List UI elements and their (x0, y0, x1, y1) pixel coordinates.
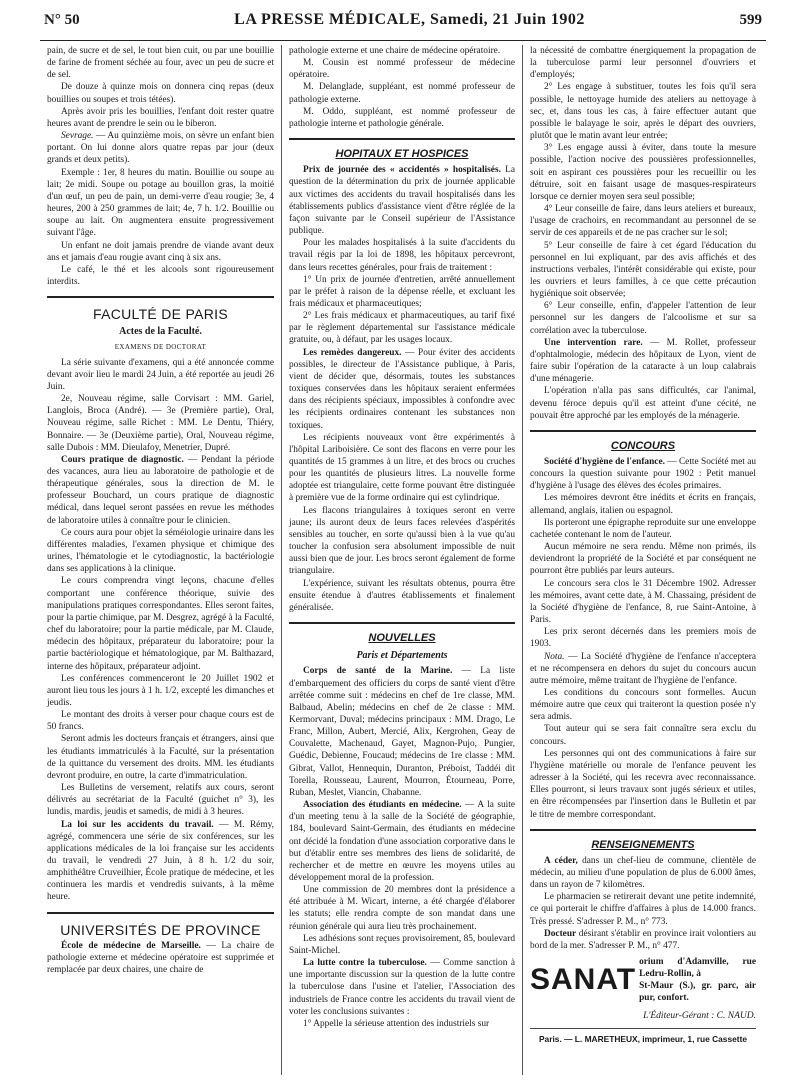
paragraph-lead: Sevrage. (61, 131, 94, 142)
paragraph: 1° Un prix de journée d'entretien, arrêté annuellement par le préfet à raison de la dépense réelle, et excluant les frais médicaux et pharmaceutiques; (289, 274, 515, 309)
section-divider (47, 912, 274, 914)
section-divider (289, 138, 515, 140)
paragraph: La série suivante d'examens, qui a été annoncée comme devant avoir lieu le mardi 24 Juin, a été reportée au jeudi 26 Juin. (47, 357, 274, 392)
paragraph-text: — Comme sanction à une importante discussion sur la question de la lutte contre la tuberculose dans l'usine et l'atelier, l'Association des industriels de France contre les accidents du travail vient de voter les conclusions suivantes : (289, 958, 516, 1017)
sanat-text (639, 956, 756, 1004)
paragraph: Les flacons triangulaires à toxiques seront en verre jaune; ils auront deux de leurs faces relevées d'aspérités sensibles au toucher, en sorte qu'aussi bien à la vue qu'au toucher la confusion sera absolument impossible de nuit aussi bien que de jour. Les brocs seront également de forme triangulaire. (289, 505, 515, 577)
section-title-hopitaux: HOPITAUX ET HOSPICES (335, 148, 469, 161)
paragraph: Les personnes qui ont des communications à faire sur l'hygiène matérielle ou morale de l'enfance peuvent les adresser à la Société, qui les recevra avec reconnaissance. Elles pourront, si leurs travaux sont jugés sérieux et utiles, en être récompensées par l'insertion dans le Bulletin et par le titre de membre correspondant. (530, 748, 756, 820)
paragraph: Les mémoires devront être inédits et écrits en français, allemand, anglais, italien ou espagnol. (530, 493, 756, 516)
paragraph (289, 347, 515, 432)
paragraph: Les prix seront décernés dans les premiers mois de 1903. (530, 627, 756, 650)
paragraph (47, 130, 274, 166)
paragraph: Le montant des droits à verser pour chaque cours est de 50 francs. (47, 710, 274, 733)
paragraph: Tout auteur qui se sera fait connaître sera exclu du concours. (530, 724, 756, 747)
paragraph-lead: Nota. (544, 651, 565, 662)
section-title-nouvelles: NOUVELLES (368, 632, 436, 645)
subheading-examens: EXAMENS DE DOCTORAT (114, 343, 207, 352)
paragraph: Seront admis les docteurs français et étrangers, ainsi que les étudiants immatriculés à la Faculté, sur la présentation de la quittance du versement des droits. MM. les étudiants devront produire, en outre, la carte d'immatriculation. (47, 734, 274, 781)
paragraph: Les récipients nouveaux vont être expérimentés à l'hôpital Lariboisière. Ce sont des flacons en verre pour les quantités de 15 grammes à un litre, et des brocs ou cruches pour les quantités de plusieurs litres. La nouvelle forme adoptée est triangulaire, cette forme pouvant être distinguée à première vue de la forme ordinaire qui est cylindrique. (289, 432, 515, 504)
paragraph: 6° Leur conseille, enfin, d'appeler l'attention de leur personnel sur les dangers de l'alcoolisme et sur sa corrélation avec la tuberculose. (530, 301, 756, 336)
paragraph: 5° Leur conseille de faire à cet égard l'éducation du personnel en lui expliquant, par des avis affichés et des instructions verbales, l'intérêt considérable qui existe, pour les ouvriers et leurs familles, à ce que cette précaution hygiénique soit observée; (530, 240, 756, 300)
paragraph-lead: Docteur (544, 928, 577, 939)
paragraph (289, 799, 515, 884)
paragraph-text: — Cette Société met au concours la question suivante pour 1902 : Petit manuel d'hygiène à l'usage des élèves des écoles primaires. (530, 457, 757, 492)
column-2 (281, 45, 522, 1075)
paragraph: M. Oddo, suppléant, est nommé professeur de pathologie interne et pathologie générale. (289, 106, 515, 129)
section-title-concours: CONCOURS (610, 439, 676, 452)
paragraph-text: — La liste d'embarquement des officiers du corps de santé vient d'être arrêtée comme suit : médecins en chef de 1re classe, MM. Balbaud, Abelin; médecins en chef de 2e classe : MM. Kermorvant, Duval; médecins principaux : MM. Drago, Le Franc, Millon, Aubert, Mercié, Alix, Kergrohen, Geay de Couvalette, Machenaud, Gayet, Magnon-Pujo, Pungier, Guédic, Debienne, Foucaud; médecins de 1re classe : MM. Gibrat, Vallot, Hennequin, Duranton, Préboist, Taddéi dit Torella, Rousseau, Laurent, Mourron, Étourneau, Porre, Ruban, Meslet, Viancin, Chabanne. (289, 666, 515, 798)
page-number: 599 (739, 11, 762, 28)
paragraph: Les conférences commenceront le 20 Juillet 1902 et auront lieu tous les jours à 1 h. 1/2, excepté les dimanches et jeudis. (47, 673, 274, 708)
column-1 (40, 45, 281, 1075)
section-divider (530, 829, 756, 831)
paragraph (530, 456, 756, 492)
paragraph-text: — Pendant la période des vacances, aura lieu au laboratoire de pathologie et de thérapeutique générales, sous la direction de M. le professeur Bouchard, un cours pratique de diagnostic médical, dans lequel seront passées en revue les méthodes de laboratoire utiles à connaître pour le clinicien. (47, 454, 274, 526)
paragraph: Ce cours aura pour objet la séméiologie urinaire dans les différentes maladies, l'examen physique et chimique des urines, l'hématologie et le cytodiagnostic, la bactériologie dans ses applications à la clinique. (47, 527, 274, 575)
sanat-line: St-Maur (S.), gr. parc, air pur, confort. (639, 981, 756, 1004)
paragraph: Pour les malades hospitalisés à la suite d'accidents du travail régis par la loi de 1898, les hôpitaux percevront, dans leurs recettes générales, pour frais de traitement : (289, 238, 515, 273)
paragraph: la nécessité de combattre énergiquement la propagation de la tuberculose parmi leur personnel d'ouvriers et d'employés; (530, 46, 756, 81)
masthead-title: LA PRESSE MÉDICALE, Samedi, 21 Juin 1902 (234, 11, 585, 28)
column-3 (522, 45, 763, 1075)
paragraph: Le cours comprendra vingt leçons, chacune d'elles comportant une conférence théorique, suivie des manipulations pratiques correspondantes. Elles seront faites, pour la partie chimique, par M. Desgrez, agrégé à la Faculté, chef du laboratoire; pour la partie médicale, par M. Claude, médecin des hôpitaux, préparateur du laboratoire; pour la partie bactériologique et hématologique, par M. Balthazard, interne des hôpitaux, préparateur adjoint. (47, 576, 274, 672)
paragraph: Les conditions du concours sont formelles. Aucun mémoire autre que ceux qui traiteront la question posée n'y sera admis. (530, 687, 756, 723)
paragraph-lead: Cours pratique de diagnostic. (61, 454, 184, 465)
paragraph-text: — Au quinzième mois, on sèvre un enfant bien portant. On lui donne alors quatre repas par jour (deux grands et deux petits). (47, 131, 274, 166)
paragraph (289, 665, 515, 799)
section-divider (47, 296, 274, 298)
paragraph: Les Bulletins de versement, relatifs aux cours, seront délivrés au secrétariat de la Faculté (guichet n° 3), les lundis, mardis, jeudis et samedis, de midi à 3 heures. (47, 783, 274, 818)
paragraph (530, 651, 756, 687)
paragraph-text: — M. Rollet, professeur d'ophtalmologie, médecin des hôpitaux de Lyon, vient de faire subir l'opération de la cataracte à un loup calabrais d'une ménagerie. (530, 337, 756, 385)
paragraph-lead: La loi sur les accidents du travail. (61, 819, 214, 830)
sanat-wordmark: SANAT (530, 963, 637, 997)
editor-signature: L'Éditeur-Gérant : C. NAUD. (643, 1011, 756, 1022)
paragraph: pathologie externe et une chaire de médecine opératoire. (289, 46, 501, 56)
paragraph: L'expérience, suivant les résultats obtenus, pourra être ensuite étendue à d'autres établissements et finalement généralisée. (289, 578, 515, 613)
paragraph-lead: Association des étudiants en médecine. (303, 800, 462, 811)
paragraph: Les adhésions sont reçues provisoirement, 85, boulevard Saint-Michel. (289, 933, 515, 956)
sanat-line: orium d'Adamville, rue Ledru-Rollin, à (639, 957, 756, 980)
paragraph (289, 957, 515, 1018)
paragraph-lead: Société d'hygiène de l'enfance. (544, 457, 665, 467)
section-divider (289, 622, 515, 624)
paragraph-text: désirant s'établir en province irait volontiers au bord de la mer. S'adresser P. M., n° 477. (530, 928, 756, 951)
paragraph (47, 454, 274, 527)
section-divider (530, 430, 756, 432)
section-title-renseignements: RENSEIGNEMENTS (591, 838, 695, 851)
paragraph: Une commission de 20 membres dont la présidence a été attribuée à M. Wicart, interne, a été chargée d'élaborer les statuts; elle rendra compte de son mandat dans une réunion générale qui aura lieu très prochainement. (289, 885, 515, 932)
paragraph: 2° Les engage à substituer, toutes les fois qu'il sera possible, le nettoyage humide des ateliers au nettoyage à sec, et, dans tous les cas, à faire effectuer autant que possible le balayage le soir, après le départ des ouvriers, plutôt que le matin avant leur entrée; (530, 82, 756, 142)
paragraph: M. Cousin est nommé professeur de médecine opératoire. (289, 58, 515, 81)
subsection-title: Actes de la Faculté. (119, 326, 202, 338)
paragraph: 3° Les engage aussi à éviter, dans toute la mesure possible, l'action nocive des poussières professionnelles, soit en aspirant ces poussières pour les recueillir ou les détruire, soit en faisant usage de masques-respirateurs lorsque ce dernier moyen sera seul possible; (530, 143, 756, 202)
paragraph: Un enfant ne doit jamais prendre de viande avant deux ans et jamais d'eau rougie avant cinq à six ans. (47, 240, 274, 263)
paragraph-text: La question de la détermination du prix de journée applicable aux victimes des accidents du travail hospitalisés dans les établissements publics d'assistance vient d'être réglée de la façon suivante par le Conseil supérieur de l'Assistance publique. (289, 165, 515, 237)
paragraph: 2e, Nouveau régime, salle Corvisart : MM. Gariel, Langlois, Broca (André). — 3e (Première partie), Oral, Nouveau régime, salle Richet : MM. Le Dentu, Thiéry, Bonnaire. — 3e (Deuxième partie), Oral, Nouveau régime, salle Dubois : MM. Dieulafoy, Menetrier, Dupré. (47, 394, 274, 453)
paragraph: Après avoir pris les bouillies, l'enfant doit rester quatre heures avant de prendre le sein ou le biberon. (47, 106, 274, 129)
paragraph (289, 164, 515, 237)
paragraph: 4° Leur conseille de faire, dans leurs ateliers et bureaux, l'usage de crachoirs, en recommandant au personnel de se servir de ces appareils et de ne pas cracher sur le sol; (530, 204, 756, 239)
paragraph: 2° Les frais médicaux et pharmaceutiques, au tarif fixé par le règlement départemental sur l'assistance médicale gratuite, ou, à défaut, par les usages locaux. (289, 311, 515, 346)
paragraph-text: — A la suite d'un meeting tenu à la salle de la Société de géographie, 184, boulevard Saint-Germain, des étudiants en médecine ont décidé la fondation d'une association corporative dans le but d'établir entre ses membres des liens de solidarité, de rechercher et de mettre en œuvre les moyens utiles au développement moral de la profession. (289, 800, 515, 883)
paragraph-lead: La lutte contre la tuberculose. (303, 958, 427, 969)
section-title-universites: UNIVERSITÉS DE PROVINCE (60, 921, 261, 938)
paragraph: Ils porteront une épigraphe reproduite sur une enveloppe cachetée contenant le nom de l'auteur. (530, 517, 756, 540)
paragraph-text: — M. Rémy, agrégé, commencera une série de six conférences, sur les applications médicales de la loi française sur les accidents du travail, le vendredi 27 Juin, à 8 h. 1/2 du soir, amphithéâtre Cruveilhier, École pratique de médecine, et les continuera les mardis et vendredis suivants, à la même heure. (47, 819, 274, 903)
paragraph-text: — Pour éviter des accidents possibles, le directeur de l'Assistance publique, à Paris, vient de décider que, désormais, toutes les substances toxiques conservées dans les hôpitaux seraient enfermées dans des récipients spéciaux, impossibles à confondre avec les récipients ordinaires contenant les substances non toxiques. (289, 347, 515, 431)
paragraph-text: dans un chef-lieu de commune, clientèle de médecin, au milieu d'une population de plus de 6.000 âmes, dans un rayon de 7 kilomètres. (530, 855, 756, 891)
printer-imprint: Paris. — L. MARETHEUX, imprimeur, 1, rue Cassette (530, 1028, 756, 1045)
sanatorium-advert (530, 956, 756, 1004)
paragraph: M. Delanglade, suppléant, est nommé professeur de pathologie externe. (289, 82, 515, 105)
paragraph: Le pharmacien se retirerait devant une petite indemnité, ce qui porterait le chiffre d'affaires à plus de 14.000 francs. Très pressé. S'adresser P. M., n° 773. (530, 892, 756, 927)
paragraph-lead: Prix de journée des « accidentés » hospitalisés. (303, 165, 501, 176)
page-header (40, 0, 766, 41)
paragraph: Aucun mémoire ne sera rendu. Même non primés, ils deviendront la propriété de la Société et par conséquent ne pourront être publiés par leurs auteurs. (530, 542, 756, 577)
paragraph (530, 337, 756, 386)
paragraph-lead: École de médecine de Marseille. (61, 940, 201, 951)
paragraph (47, 940, 274, 976)
paragraph: De douze à quinze mois on donnera cinq repas (deux bouillies ou soupes et trois tétées). (47, 82, 274, 105)
paragraph: 1° Appelle la sérieuse attention des industriels sur (303, 1018, 490, 1029)
paragraph: pain, de sucre et de sel, le tout bien cuit, ou par une bouillie de farine de froment séchée au four, avec un peu de sucre et de sel. (47, 46, 274, 81)
paragraph-lead: A céder, (544, 855, 578, 866)
paragraph-lead: Une intervention rare. (544, 337, 643, 348)
paragraph-text: — La chaire de pathologie externe et médecine opératoire est supprimée et remplacée par deux chaires, une chaire de (47, 940, 274, 976)
paragraph-text: — La Société d'hygiène de l'enfance n'acceptera et ne récompensera en dehors du sujet du concours aucun autre mémoire, même traitant de l'hygiène de l'enfance. (530, 651, 756, 686)
section-title-faculte: FACULTÉ DE PARIS (93, 306, 228, 323)
paragraph: Le concours sera clos le 31 Décembre 1902. Adresser les mémoires, avant cette date, à M. Chassaing, président de la Société d'hygiène de l'enfance, 8, rue Saint-Antoine, à Paris. (530, 578, 756, 626)
paragraph: Exemple : 1er, 8 heures du matin. Bouillie ou soupe au lait; 2e midi. Soupe ou potage au bouillon gras, la moitié d'un œuf, un peu de pain, un demi-verre d'eau rougie; 3e, 4 heures, 200 à 250 grammes de lait; 4e, 7 h. 1/2. Bouillie ou soupe au lait. On augmentera ensuite progressivement suivant l'âge. (47, 167, 274, 239)
subsection-title: Paris et Départements (356, 650, 448, 662)
paragraph (530, 928, 756, 952)
paragraph: L'opération n'alla pas sans difficultés, car l'animal, devenu féroce depuis qu'il est atteint d'une cécité, ne pouvait être approché par les employés de la ménagerie. (530, 386, 756, 421)
paragraph-lead: Les remèdes dangereux. (303, 347, 402, 358)
issue-number: N° 50 (44, 11, 80, 28)
paragraph (47, 819, 274, 904)
columns (40, 45, 766, 1075)
paragraph: Le café, le thé et les alcools sont rigoureusement interdits. (47, 264, 274, 287)
paragraph (530, 855, 756, 891)
paragraph-lead: Corps de santé de la Marine. (303, 666, 453, 677)
